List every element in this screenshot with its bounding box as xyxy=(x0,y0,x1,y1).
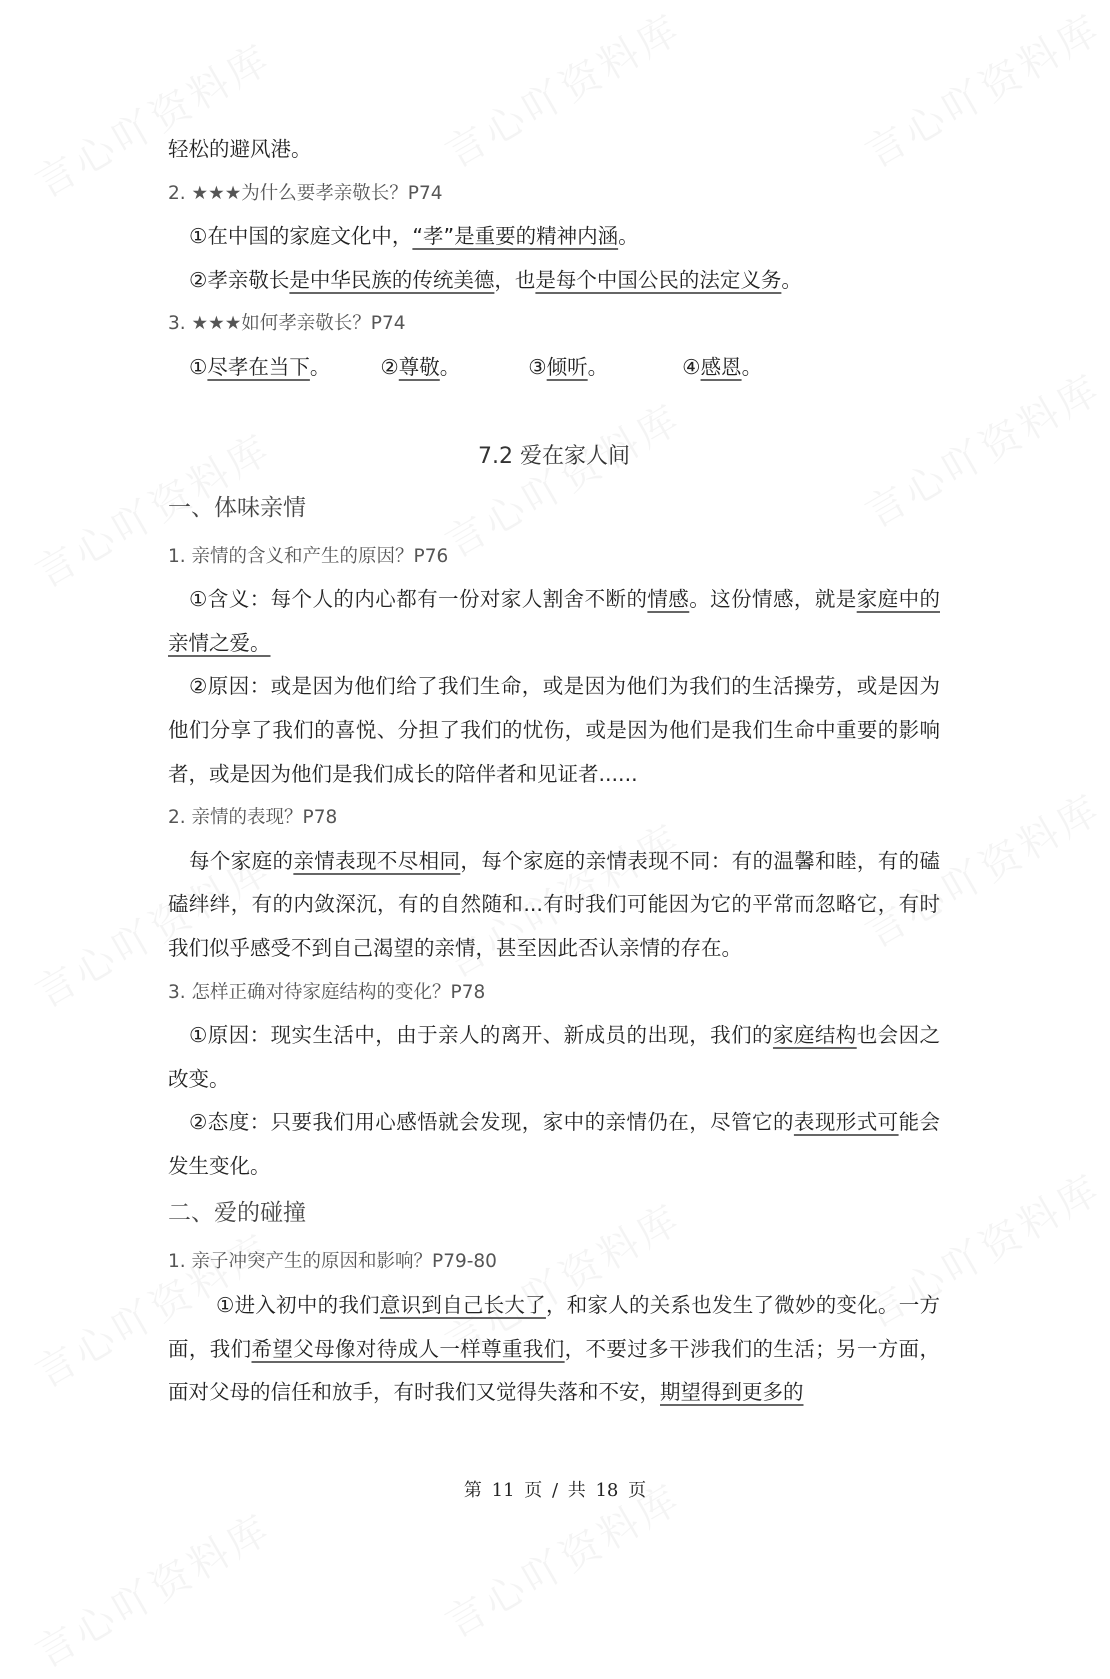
subsection-heading xyxy=(168,483,940,533)
text-segment: 1. 亲情的含义和产生的原因？P76 xyxy=(168,545,449,567)
paragraph xyxy=(168,665,940,796)
text-segment: 1. 亲子冲突产生的原因和影响？P79-80 xyxy=(168,1251,497,1273)
paragraph xyxy=(168,578,940,665)
underlined-key-point: 是中华民族的传统美德 xyxy=(289,267,495,292)
paragraph xyxy=(168,1101,940,1188)
paragraph xyxy=(168,1284,940,1415)
text-segment: ② xyxy=(380,354,399,379)
text-segment: 。 xyxy=(741,354,763,379)
underlined-key-point: “孝”是重要的精神内涵 xyxy=(412,224,619,249)
method-item xyxy=(528,346,608,390)
text-segment: 轻松的避风港。 xyxy=(168,137,312,161)
underlined-key-point: 期望得到更多的 xyxy=(660,1380,804,1405)
text-segment: ②态度：只要我们用心感悟就会发现，家中的亲情仍在，尽管它的 xyxy=(189,1110,794,1135)
text-segment: ，每个家庭的亲情表现不同：有的温馨和睦，有的磕磕绊绊，有的内敛深沉，有的自然随和...有时我们可能因为它的平常而忽略它，有时我们似乎感受不到自己渴望的亲情，甚至因此否认亲情的存在。 xyxy=(168,848,941,960)
text-segment: ① xyxy=(189,354,208,379)
text-segment: ②孝亲敬长 xyxy=(189,267,290,292)
question-heading xyxy=(168,172,940,216)
underlined-key-point: 尊敬 xyxy=(398,354,440,379)
text-segment: 。 xyxy=(618,224,639,249)
method-list xyxy=(168,346,940,390)
text-segment: 。 xyxy=(439,354,461,379)
text-segment: ③ xyxy=(528,354,547,379)
text-segment: ①原因：现实生活中，由于亲人的离开、新成员的出现，我们的 xyxy=(189,1023,773,1048)
text-segment: 二、爱的碰撞 xyxy=(168,1200,306,1227)
question-heading xyxy=(168,302,940,346)
method-item xyxy=(682,346,762,390)
underlined-key-point: 感恩 xyxy=(700,354,742,379)
text-segment: ①含义：每个人的内心都有一份对家人割舍不断的 xyxy=(189,587,648,612)
text-segment: 3. ★★★如何孝亲敬长？P74 xyxy=(168,313,406,335)
text-segment: ，不要过多干涉我们的生活；另一方面，面对父母的信任和放手，有时我们又觉得失落和不安， xyxy=(168,1336,940,1405)
text-segment: 。 xyxy=(781,267,802,292)
text-segment: ，和家人的关系也发生了微妙的变化。一方面，我们 xyxy=(168,1293,940,1361)
underlined-key-point: 亲情表现不尽相同 xyxy=(293,848,461,873)
underlined-key-point: 情感 xyxy=(647,587,690,612)
underlined-key-point: 意识到自己长大了 xyxy=(379,1293,546,1318)
text-segment: 3. 怎样正确对待家庭结构的变化？P78 xyxy=(168,981,486,1003)
underlined-key-point: 表现形式可 xyxy=(793,1110,899,1135)
underlined-key-point: 尽孝在当下 xyxy=(207,354,310,379)
text-segment: ①进入初中的我们 xyxy=(216,1293,380,1318)
text-segment: 。 xyxy=(587,354,609,379)
paragraph xyxy=(168,128,940,172)
text-segment: 每个家庭的 xyxy=(189,848,294,873)
text-segment: ，也 xyxy=(494,267,536,292)
underlined-key-point: 是每个中国公民的法定义务 xyxy=(535,267,782,292)
question-heading xyxy=(168,796,940,840)
text-segment: 一、体味亲情 xyxy=(168,494,306,521)
watermark-text xyxy=(23,1498,280,1679)
underlined-key-point: 家庭结构 xyxy=(772,1023,857,1048)
text-segment: 。 xyxy=(309,354,331,379)
paragraph xyxy=(168,840,940,971)
subsection-heading xyxy=(168,1188,940,1238)
question-heading xyxy=(168,535,940,579)
text-segment: ④ xyxy=(682,354,701,379)
text-segment: 。这份情感，就是 xyxy=(689,587,857,612)
question-heading xyxy=(168,971,940,1015)
underlined-key-point: 家庭中的亲情之爱。 xyxy=(168,587,940,655)
paragraph xyxy=(168,259,940,303)
text-segment: 2. 亲情的表现？P78 xyxy=(168,807,338,829)
underlined-key-point: 倾听 xyxy=(546,354,588,379)
paragraph xyxy=(168,1014,940,1101)
text-segment: 也会因之改变。 xyxy=(168,1023,940,1091)
text-segment: 2. ★★★为什么要孝亲敬长？P74 xyxy=(168,182,443,204)
underlined-key-point: 希望父母像对待成人一样尊重我们 xyxy=(251,1336,565,1361)
method-item xyxy=(380,346,460,390)
text-segment: 能会发生变化。 xyxy=(168,1110,941,1178)
method-item xyxy=(189,346,330,390)
text-segment: ②原因：或是因为他们给了我们生命，或是因为他们为我们的生活操劳，或是因为他们分享了我们的喜悦、分担了我们的忧伤，或是因为他们是我们生命中重要的影响者，或是因为他们是我们成长的陪伴者和见证者...... xyxy=(168,674,940,786)
paragraph xyxy=(168,215,940,259)
section-title xyxy=(168,435,940,479)
text-segment: ①在中国的家庭文化中， xyxy=(189,224,413,249)
text-segment: 7.2 爱在家人间 xyxy=(478,443,630,469)
page-footer: 第 11 页 / 共 18 页 xyxy=(463,1480,647,1501)
question-heading xyxy=(168,1240,940,1284)
document-body xyxy=(168,128,940,1415)
